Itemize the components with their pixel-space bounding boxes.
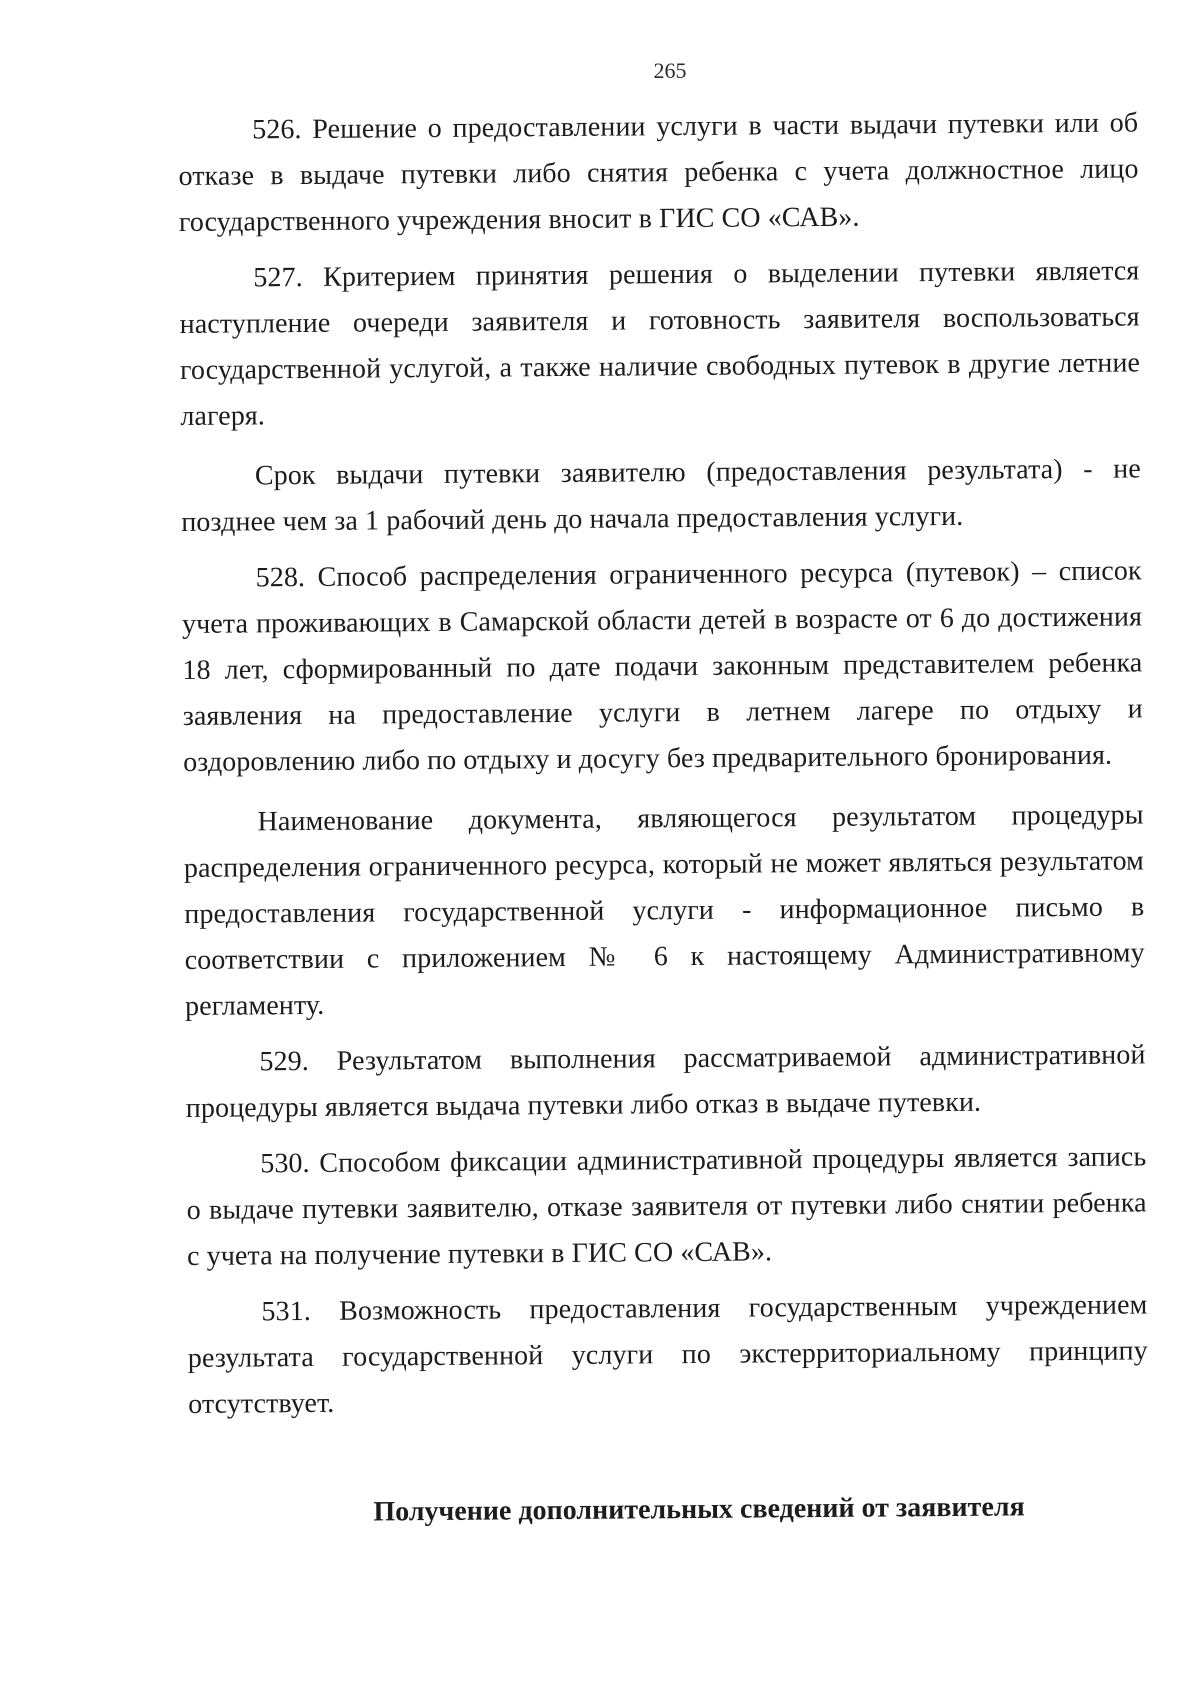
paragraph-528: 528. Способ распределения ограниченного ресурса (путевок) – список учета проживающих в Самарской области детей в возрасте от 6 до достижения 18 лет, сформированный по дате подачи законным представителем ребенка заявления на предоставление услуги в летнем лагере по отдыху и оздоровлению либо по отдыху и досугу без предварительного бронирования. [181,555,1143,778]
paragraph-530: 530. Способом фиксации административной процедуры является запись о выдаче путевки заявителю, отказе заявителя от путевки либо снятии ребенка с учета на получение путевки в ГИС СО «САВ». [186,1141,1147,1272]
paragraph-526: 526. Решение о предоставлении услуги в части выдачи путевки или об отказе в выдаче путевки либо снятия ребенка с учета должностное лицо государственного учреждения вносит в ГИС СО «САВ». [178,107,1139,238]
paragraph-529: 529. Результатом выполнения рассматриваемой административной процедуры является выдача путевки либо отказ в выдаче путевки. [185,1039,1146,1124]
paragraph-issue-term: Срок выдачи путевки заявителю (предоставления результата) - не позднее чем за 1 рабочий день до начала предоставления услуги. [181,453,1141,538]
page-number: 265 [653,58,687,83]
paragraph-document-name: Наименование документа, являющегося результатом процедуры распределения ограниченного ресурса, который не может являться результатом предоставления государственной услуги - информационное письмо в соответствии с приложением № 6 к настоящему Административному регламенту. [183,799,1145,1022]
paragraph-531: 531. Возможность предоставления государственным учреждением результата государственной услуги по экстерриториальному принципу отсутствует. [187,1289,1148,1420]
paragraph-527: 527. Критерием принятия решения о выделении путевки является наступление очереди заявителя и готовность заявителя воспользоваться государственной услугой, а также наличие свободных путевок в другие летние лагеря. [179,255,1141,432]
section-heading: Получение дополнительных сведений от заявителя [373,1491,1025,1528]
document-body [178,100,1149,1533]
